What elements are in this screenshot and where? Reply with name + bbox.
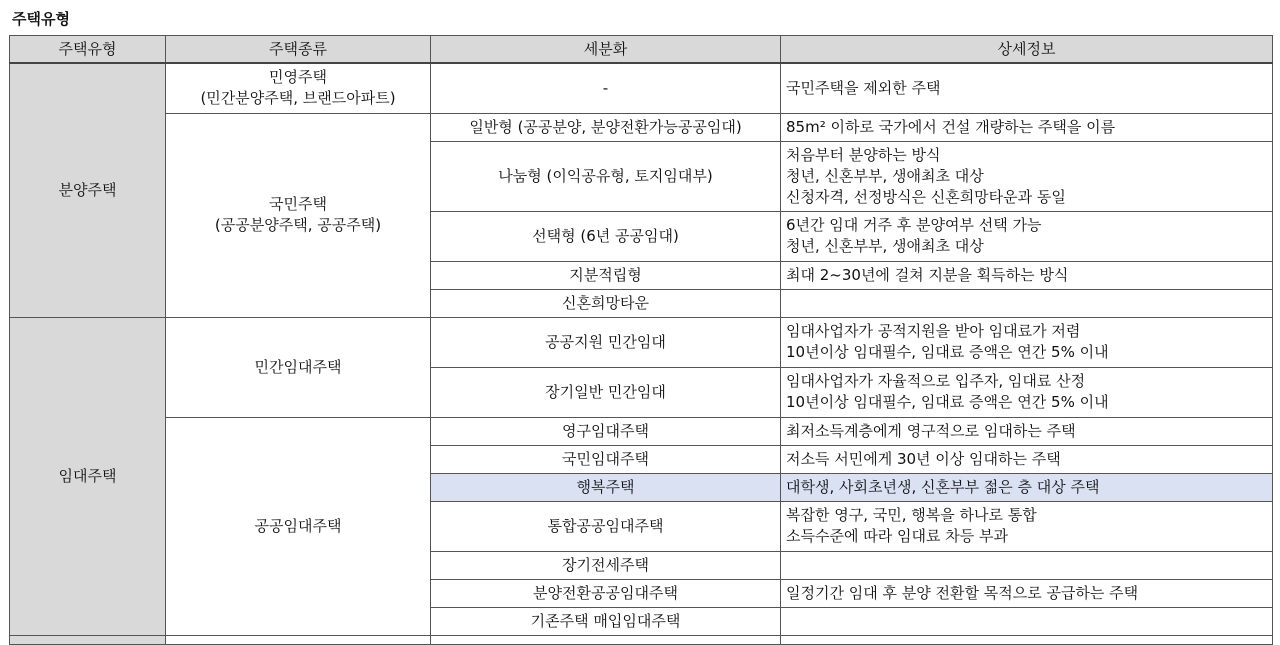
detail-line: 6년간 임대 거주 후 분양여부 선택 가능 (786, 216, 1042, 234)
subtype-cell: 일반형 (공공분양, 분양전환가능공공임대) (431, 113, 781, 141)
detail-line: 국민주택을 제외한 주택 (786, 78, 941, 97)
header-detail: 상세정보 (781, 36, 1273, 64)
subtype-cell: 신혼희망타운 (431, 289, 781, 317)
table-row (10, 317, 1273, 367)
kind-public-rental-cell: 공공임대주택 (166, 417, 431, 635)
detail-cell (781, 289, 1273, 317)
subtype-cell: 공공지원 민간임대 (431, 317, 781, 367)
housing-type-table (9, 35, 1273, 645)
detail-cell (781, 113, 1273, 141)
subtype-cell: 통합공공임대주택 (431, 501, 781, 551)
detail-cell (781, 473, 1273, 501)
cutoff-cell (431, 635, 781, 644)
header-row (10, 36, 1273, 64)
header-type: 주택유형 (10, 36, 166, 64)
detail-line: 최저소득계층에게 영구적으로 임대하는 주택 (786, 421, 1076, 440)
detail-line: 최대 2~30년에 걸쳐 지분을 획득하는 방식 (786, 265, 1069, 284)
detail-line: 소득수준에 따라 임대료 차등 부과 (786, 527, 1008, 545)
subtype-cell: 기존주택 매입임대주택 (431, 607, 781, 635)
subtype-cell: 국민임대주택 (431, 445, 781, 473)
detail-cell (781, 141, 1273, 211)
detail-line: 처음부터 분양하는 방식 (786, 145, 941, 164)
detail-line: 신청자격, 선정방식은 신혼희망타운과 동일 (786, 187, 1066, 206)
detail-cell (781, 63, 1273, 113)
header-subtype: 세분화 (431, 36, 781, 64)
group-rental-cell (10, 317, 166, 635)
table-row (10, 113, 1273, 141)
detail-line: 임대사업자가 자율적으로 입주자, 임대료 산정 (786, 372, 1086, 390)
subtype-cell: 영구임대주택 (431, 417, 781, 445)
cutoff-cell (781, 635, 1273, 644)
kind-sublabel: (공공분양주택, 공공주택) (214, 216, 382, 234)
subtype-cell: 장기전세주택 (431, 551, 781, 579)
detail-line: 10년이상 임대필수, 임대료 증액은 연간 5% 이내 (786, 343, 1109, 361)
cutoff-cell (166, 635, 431, 644)
detail-cell (781, 501, 1273, 551)
kind-sublabel: (민간분양주택, 브랜드아파트) (200, 89, 396, 108)
group-sale-label: 분양주택 (58, 180, 117, 199)
subtype-cell: 지분적립형 (431, 261, 781, 289)
subtype-cell: 나눔형 (이익공유형, 토지임대부) (431, 141, 781, 211)
group-sale-cell (10, 63, 166, 317)
detail-cell (781, 317, 1273, 367)
detail-line: 85m² 이하로 국가에서 건설 개량하는 주택을 이름 (786, 117, 1116, 136)
subtype-cell: 분양전환공공임대주택 (431, 579, 781, 607)
page-title: 주택유형 (12, 10, 70, 28)
detail-cell (781, 551, 1273, 579)
kind-private-rental-cell: 민간임대주택 (166, 317, 431, 417)
detail-cell (781, 211, 1273, 261)
table-row (10, 417, 1273, 445)
detail-line: 10년이상 임대필수, 임대료 증액은 연간 5% 이내 (786, 393, 1109, 411)
subtype-cell: 선택형 (6년 공공임대) (431, 211, 781, 261)
group-rental-label: 임대주택 (58, 466, 117, 485)
detail-line: 대학생, 사회초년생, 신혼부부 젊은 층 대상 주택 (786, 477, 1100, 496)
detail-line: 청년, 신혼부부, 생애최초 대상 (786, 166, 984, 185)
table-row-cutoff (10, 635, 1273, 644)
cutoff-cell (10, 635, 166, 644)
subtype-cell: 행복주택 (431, 473, 781, 501)
detail-line: 복잡한 영구, 국민, 행복을 하나로 통합 (786, 506, 1037, 524)
detail-line: 일정기간 임대 후 분양 전환할 목적으로 공급하는 주택 (786, 583, 1139, 602)
detail-cell (781, 367, 1273, 417)
kind-label: 민영주택 (269, 68, 327, 87)
kind-private-sale-cell (166, 63, 431, 113)
kind-label: 국민주택 (269, 195, 327, 213)
kind-national-cell (166, 113, 431, 317)
detail-cell (781, 261, 1273, 289)
detail-cell (781, 607, 1273, 635)
detail-cell (781, 579, 1273, 607)
table-row (10, 63, 1273, 113)
detail-line: 저소득 서민에게 30년 이상 임대하는 주택 (786, 449, 1061, 468)
detail-line: 청년, 신혼부부, 생애최초 대상 (786, 237, 984, 255)
detail-cell (781, 445, 1273, 473)
subtype-cell: 장기일반 민간임대 (431, 367, 781, 417)
header-kind: 주택종류 (166, 36, 431, 64)
detail-line: 임대사업자가 공적지원을 받아 임대료가 저렴 (786, 322, 1081, 340)
detail-cell (781, 417, 1273, 445)
subtype-cell: - (431, 63, 781, 113)
